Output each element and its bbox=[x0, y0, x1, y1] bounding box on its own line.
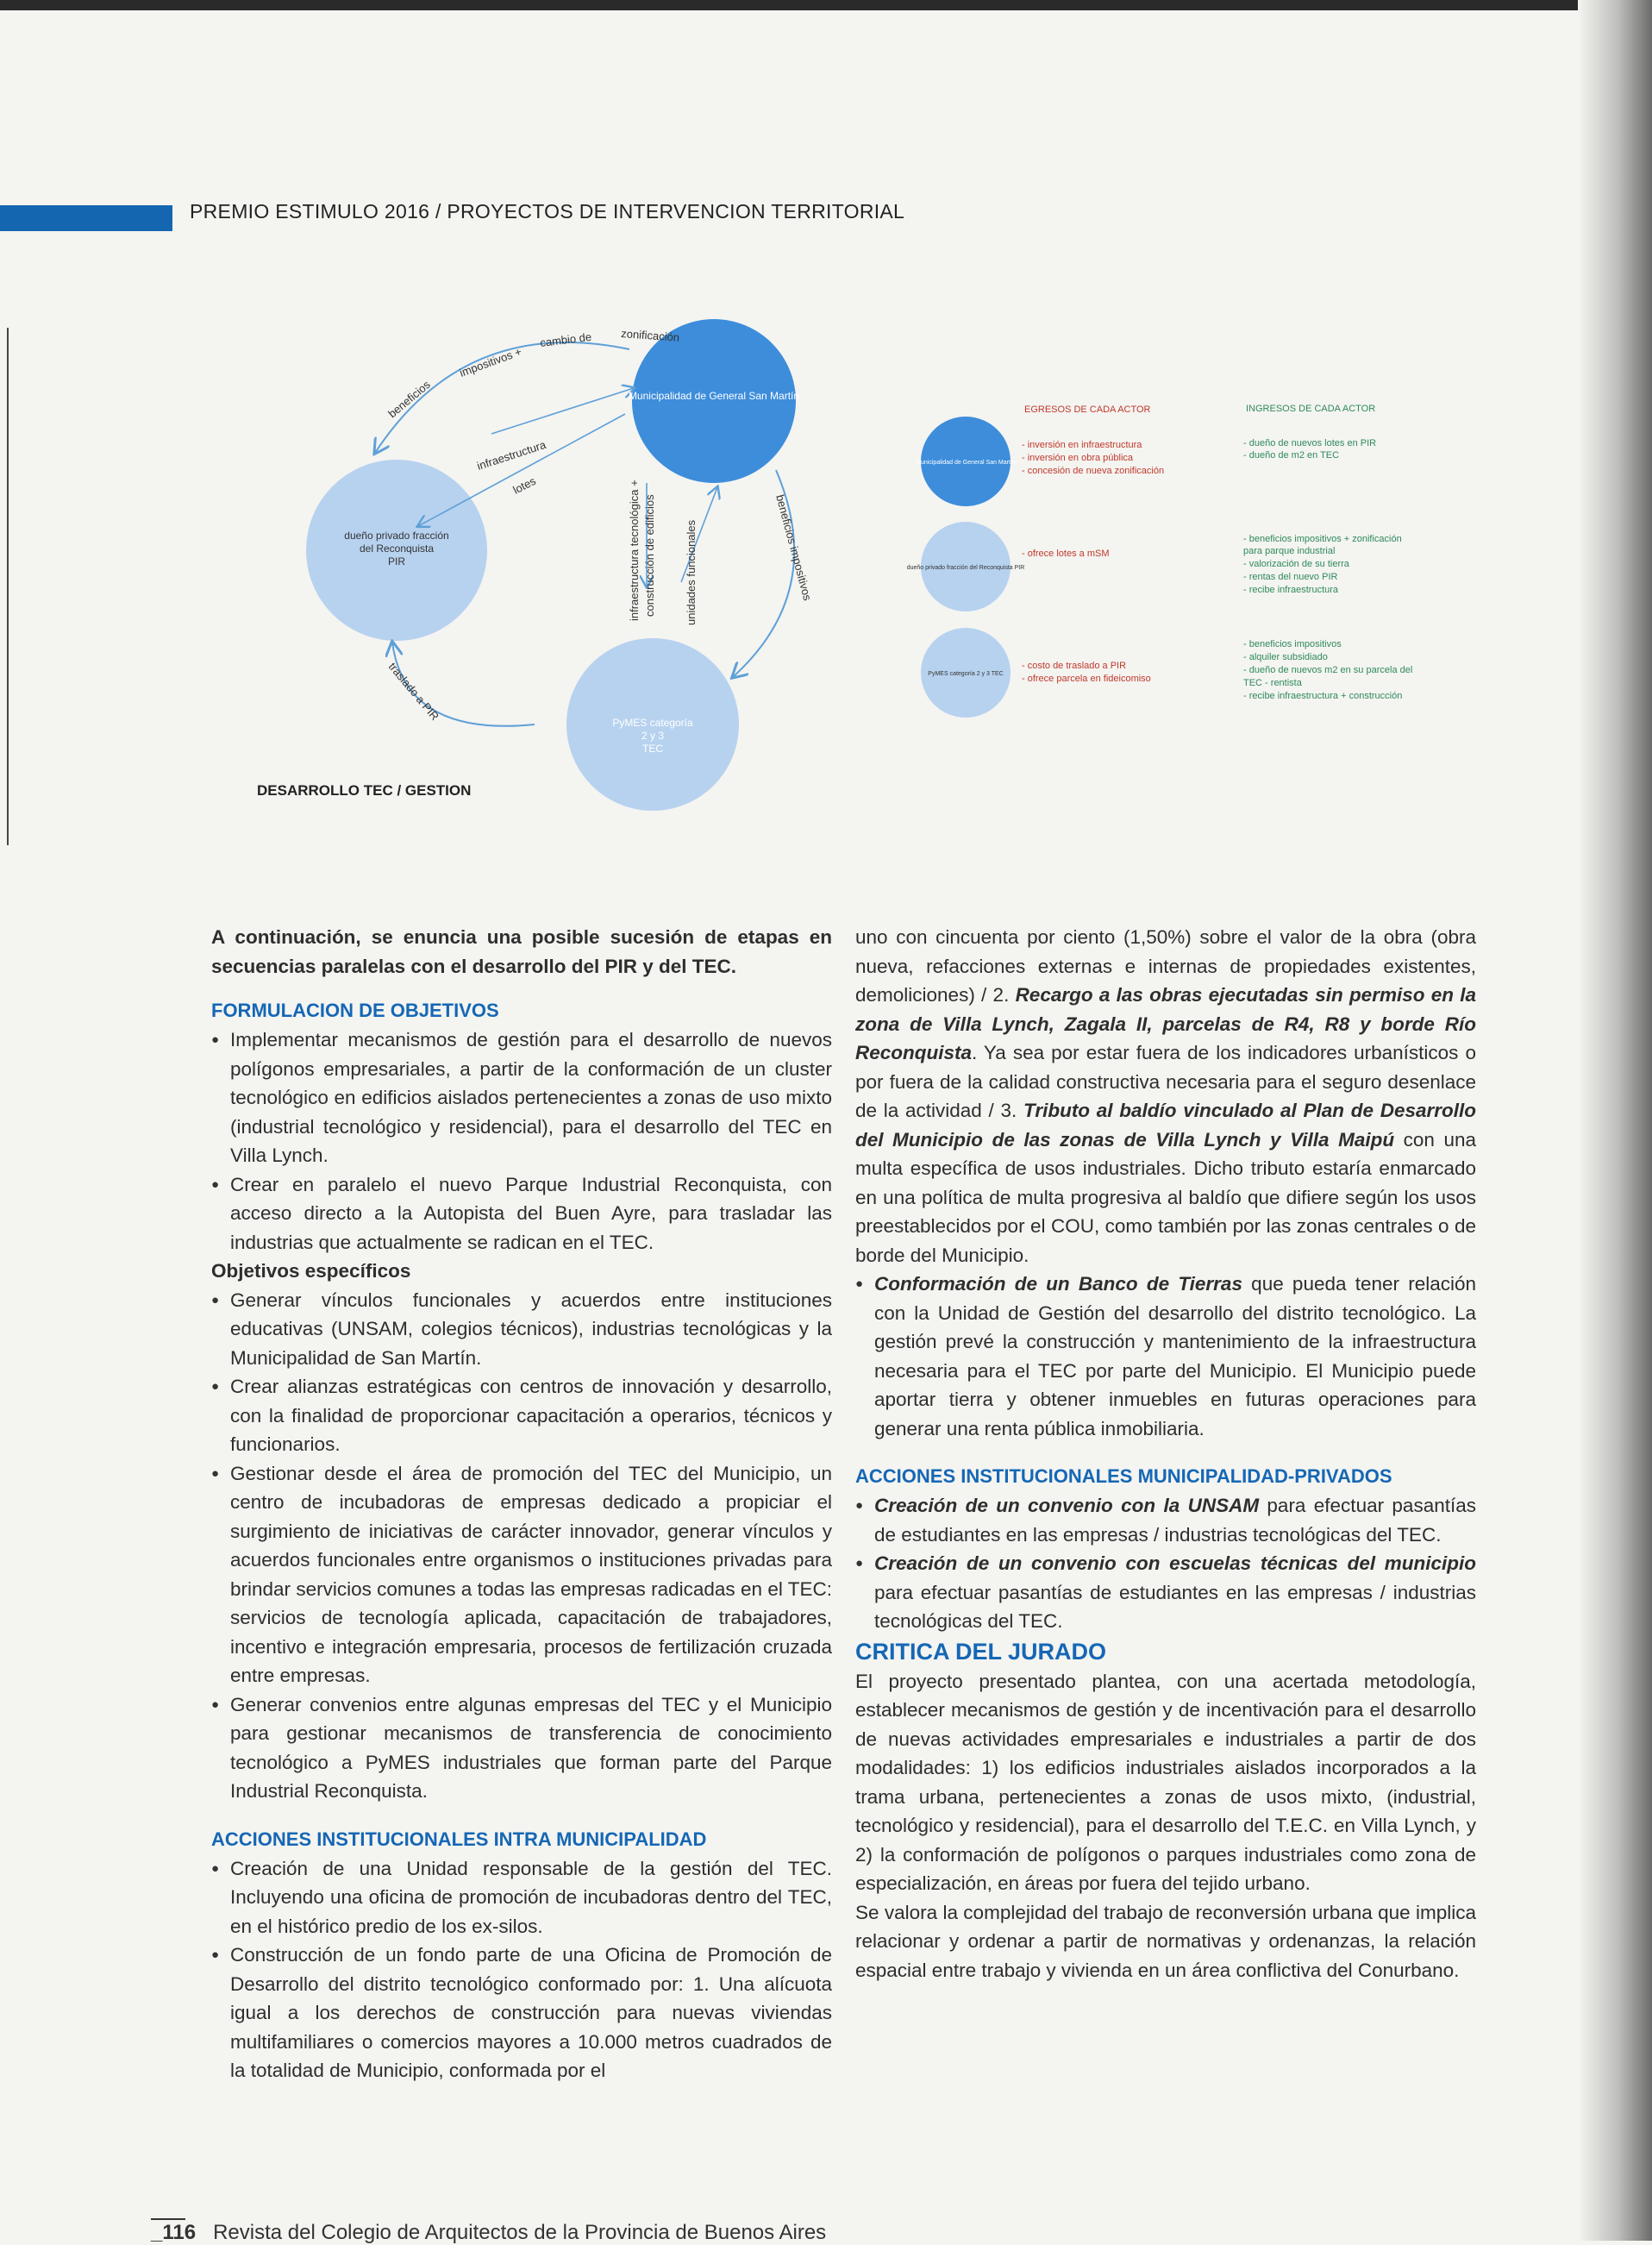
list-item: ● Crear alianzas estratégicas con centros de innovación y desarrollo, con la finalidad de proporcionar capacitación a operarios, técnicos y funcionarios. bbox=[211, 1372, 832, 1459]
label-traslado: traslado a PIR bbox=[385, 660, 442, 724]
svg-text:- costo de traslado a PIR: - costo de traslado a PIR bbox=[1022, 661, 1127, 671]
section-municipalidad-privados: ACCIONES INSTITUCIONALES MUNICIPALIDAD-PRIVADOS bbox=[855, 1465, 1392, 1487]
svg-text:Municipalidad de General San M: Municipalidad de General San Martín bbox=[916, 460, 1016, 466]
label-zonificacion: zonificación bbox=[620, 327, 680, 344]
svg-text:- beneficios impositivos + zon: - beneficios impositivos + zonificación bbox=[1243, 534, 1402, 544]
list-item: ● Creación de una Unidad responsable de la gestión del TEC. Incluyendo una oficina de promoción de incubadoras dentro del TEC, en el histórico predio de los ex-silos. bbox=[211, 1854, 832, 1941]
section-formulacion: FORMULACION DE OBJETIVOS bbox=[211, 1000, 499, 1021]
diagram-caption: DESARROLLO TEC / GESTION bbox=[257, 782, 472, 799]
svg-text:dueño privado fracción del Rec: dueño privado fracción del Reconquista PIR bbox=[906, 565, 1025, 571]
header-accent-bar bbox=[0, 205, 172, 231]
svg-text:- inversión en obra pública: - inversión en obra pública bbox=[1022, 453, 1134, 463]
svg-text:- dueño de m2 en TEC: - dueño de m2 en TEC bbox=[1243, 450, 1340, 461]
intro-paragraph: A continuación, se enuncia una posible sucesión de etapas en secuencias paralelas con el desarrollo del PIR y del TEC. bbox=[211, 926, 832, 977]
footer-rule bbox=[151, 2218, 185, 2220]
label-impositivos: impositivos + bbox=[457, 344, 523, 379]
svg-text:2 y 3: 2 y 3 bbox=[641, 730, 665, 742]
svg-text:- dueño de nuevos m2 en su par: - dueño de nuevos m2 en su parcela del bbox=[1243, 665, 1413, 675]
svg-text:- valorización de su tierra: - valorización de su tierra bbox=[1243, 559, 1349, 569]
right-column bbox=[855, 923, 1476, 1985]
label-lotes: lotes bbox=[510, 473, 538, 497]
acciones-privados-list bbox=[855, 1491, 1476, 1636]
list-item: ● Generar vínculos funcionales y acuerdos entre instituciones educativas (UNSAM, colegios técnicos), industrias tecnológicas y la Municipalidad de San Martín. bbox=[211, 1286, 832, 1373]
label-unidades: unidades funcionales bbox=[685, 519, 698, 625]
section-critica: CRITICA DEL JURADO bbox=[855, 1638, 1107, 1665]
label-cambio: cambio de bbox=[539, 329, 592, 349]
list-item: ● Creación de un convenio con la UNSAM para efectuar pasantías de estudiantes en las empresas / industrias tecnológicas del TEC. bbox=[855, 1491, 1476, 1549]
svg-text:PyMES categoría 2 y 3 TEC: PyMES categoría 2 y 3 TEC bbox=[928, 671, 1004, 677]
banco-list bbox=[855, 1270, 1476, 1443]
list-item: ● Construcción de un fondo parte de una Oficina de Promoción de Desarrollo del distrito tecnológico conformado por: 1. Una alícuota igual a los derechos de construcción para nuevas viviendas multifamiliares o comercios mayores a 10.000 metros cuadrados de la totalidad de Municipio, conformada por el bbox=[211, 1941, 832, 2085]
svg-text:PIR: PIR bbox=[387, 555, 406, 568]
diagram-graphic bbox=[241, 306, 1492, 815]
running-header: PREMIO ESTIMULO 2016 / PROYECTOS DE INTERVENCION TERRITORIAL bbox=[190, 200, 905, 223]
svg-text:- ofrece parcela en fideicomis: - ofrece parcela en fideicomiso bbox=[1022, 674, 1151, 684]
page-number: _116 bbox=[151, 2221, 197, 2244]
svg-text:- recibe infraestructura: - recibe infraestructura bbox=[1243, 585, 1339, 595]
acciones-intra-list bbox=[211, 1854, 832, 2085]
journal-name: Revista del Colegio de Arquitectos de la Provincia de Buenos Aires bbox=[213, 2221, 827, 2244]
label-construccion: construcción de edificios bbox=[643, 494, 656, 617]
especificos-list bbox=[211, 1286, 832, 1806]
svg-text:TEC - rentista: TEC - rentista bbox=[1243, 678, 1302, 688]
label-beneficios: beneficios bbox=[385, 378, 433, 421]
critica-paragraph-2: Se valora la complejidad del trabajo de reconversión urbana que implica relacionar y ordenar a partir de normativas y ordenanzas, la relación espacial entre trabajo y vivienda en un área conflictiva del Conurbano. bbox=[855, 1901, 1476, 1981]
list-item: ● Implementar mecanismos de gestión para el desarrollo de nuevos polígonos empresariales, a partir de la conformación de un cluster tecnológico en edificios aislados pertenecientes a zonas de uso mixto (industrial tecnológico y residencial), para el desarrollo del TEC en Villa Lynch. bbox=[211, 1025, 832, 1170]
svg-text:- ofrece lotes a mSM: - ofrece lotes a mSM bbox=[1022, 549, 1110, 559]
list-item: ● Generar convenios entre algunas empresas del TEC y el Municipio para gestionar mecanismos de transferencia de conocimiento tecnológico a PyMES industriales que forman parte del Parque Industrial Reconquista. bbox=[211, 1690, 832, 1806]
margin-rule bbox=[7, 328, 9, 845]
label-infraestructura: infraestructura bbox=[475, 437, 548, 473]
page-gutter-shadow bbox=[1578, 0, 1652, 2241]
list-item: ● Gestionar desde el área de promoción del TEC del Municipio, un centro de incubadoras de empresas dedicado a propiciar el surgimiento de iniciativas de carácter innovador, generar vínculos y acuerdos funcionales entre organismos o instituciones privadas para brindar servicios comunes a todas las empresas radicadas en el TEC: servicios de tecnología aplicada, capacitación de trabajadores, incentivo e integración empresaria, procesos de fertilización cruzada entre empresas. bbox=[211, 1459, 832, 1690]
svg-text:PyMES categoría: PyMES categoría bbox=[612, 717, 693, 729]
svg-text:TEC: TEC bbox=[642, 743, 663, 755]
fondo-continuation: uno con cincuenta por ciento (1,50%) sobre el valor de la obra (obra nueva, refacciones externas e internas de propiedades existentes, demoliciones) / 2. Recargo a las obras ejecutadas sin permiso en la zona de Villa Lynch, Zagala II, parcelas de R4, R8 y borde Río Reconquista. Ya sea por estar fuera de los indicadores urbanísticos o por fuera de la calidad constructiva necesaria para el seguro desenlace de la actividad / 3. Tributo al baldío vinculado al Plan de Desarrollo del Municipio de las zonas de Villa Lynch y Villa Maipú con una multa específica de usos industriales. Dicho tributo estaría enmarcado en una política de multa progresiva al baldío que difiere según los usos preestablecidos por el COU, como también por las zonas centrales o de borde del Municipio. bbox=[855, 926, 1476, 1266]
svg-text:dueño privado fracción: dueño privado fracción bbox=[344, 530, 449, 542]
label-beneficios-imp: beneficios impositivos bbox=[773, 492, 815, 602]
page-footer bbox=[151, 2221, 826, 2245]
svg-text:- inversión en infraestructura: - inversión en infraestructura bbox=[1022, 440, 1142, 450]
objetivos-list bbox=[211, 1025, 832, 1257]
ingresos-header: INGRESOS DE CADA ACTOR bbox=[1246, 404, 1376, 414]
svg-text:- beneficios impositivos: - beneficios impositivos bbox=[1243, 639, 1342, 649]
label-infra-tec: infraestructura tecnológica + bbox=[628, 480, 641, 621]
section-intra-municipalidad: ACCIONES INSTITUCIONALES INTRA MUNICIPALIDAD bbox=[211, 1828, 707, 1850]
list-item: ● Conformación de un Banco de Tierras que pueda tener relación con la Unidad de Gestión del desarrollo del distrito tecnológico. La gestión prevé la construcción y mantenimiento de la infraestructura necesaria para el TEC por parte del Municipio. El Municipio puede aportar tierra y obtener inmuebles en futuras operaciones para generar una renta pública inmobiliaria. bbox=[855, 1270, 1476, 1443]
egresos-header: EGRESOS DE CADA ACTOR bbox=[1024, 404, 1151, 415]
left-column bbox=[211, 923, 832, 2085]
svg-text:- dueño de nuevos lotes en PIR: - dueño de nuevos lotes en PIR bbox=[1243, 438, 1377, 448]
svg-text:- concesión de nueva zonificac: - concesión de nueva zonificación bbox=[1022, 466, 1165, 476]
critica-paragraph-1: El proyecto presentado plantea, con una acertada metodología, establecer mecanismos de gestión y de incentivación para el desarrollo de nuevas actividades empresariales e industriales a partir de dos modalidades: 1) los edificios industriales aislados incorporados a la trama urbana, pertenecientes a zonas de usos mixto, (industrial, tecnológico y residencial), para el desarrollo del T.E.C. en Villa Lynch, y 2) la conformación de polígonos o parques industriales como zona de especialización, en áreas por fuera del tejido urbano. bbox=[855, 1670, 1476, 1894]
svg-text:- recibe infraestructura + con: - recibe infraestructura + construcción bbox=[1243, 691, 1403, 701]
list-item: ● Creación de un convenio con escuelas técnicas del municipio para efectuar pasantías de estudiantes en las empresas / industrias tecnológicas del TEC. bbox=[855, 1549, 1476, 1636]
page-top-edge bbox=[0, 0, 1652, 10]
subheading-especificos: Objetivos específicos bbox=[211, 1260, 411, 1282]
svg-text:- alquiler subsidiado: - alquiler subsidiado bbox=[1243, 652, 1328, 662]
svg-text:del Reconquista: del Reconquista bbox=[359, 542, 435, 555]
node-municipio-label: Municipalidad de General San Martín bbox=[628, 390, 800, 402]
svg-text:para parque industrial: para parque industrial bbox=[1243, 546, 1336, 556]
actor-diagram bbox=[241, 306, 1492, 815]
list-item: ● Crear en paralelo el nuevo Parque Industrial Reconquista, con acceso directo a la Autopista del Buen Ayre, para trasladar las industrias que actualmente se radican en el TEC. bbox=[211, 1170, 832, 1257]
svg-text:- rentas del nuevo PIR: - rentas del nuevo PIR bbox=[1243, 572, 1338, 582]
